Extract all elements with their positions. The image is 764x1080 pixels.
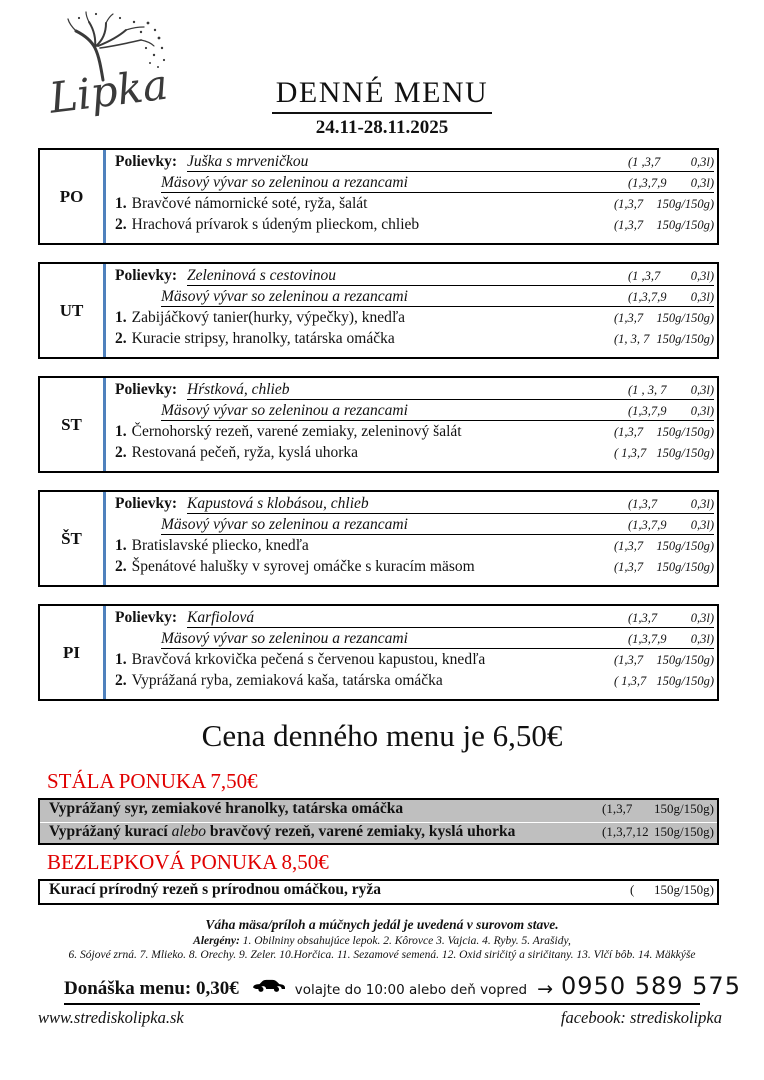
dish-name: Vyprážaný syr, zemiakové hranolky, tatárska omáčka [49,800,404,817]
allergen-codes: (1,3,7 [614,311,644,325]
main-dish-row [115,195,714,216]
page-title: DENNÉ MENU [272,76,492,114]
footer [38,1008,722,1028]
dish-number: 2. [115,558,127,575]
delivery-label: Donáška menu: 0,30€ [64,977,239,999]
soup-name: Mäsový vývar so zeleninou a rezancami [161,516,408,533]
allergen-codes: (1,3,7,9 [628,176,667,190]
soup-name: Mäsový vývar so zeleninou a rezancami [161,402,408,419]
date-range: 24.11-28.11.2025 [315,117,449,138]
portion-size: 0,3l) [690,290,714,304]
day-box-ut [38,262,719,359]
dish-name: Bravčová krkovička pečená s červenou kapustou, knedľa [131,651,486,668]
website-link: www.strediskolipka.sk [38,1007,184,1027]
delivery-note: volajte do 10:00 alebo deň vopred [294,981,528,998]
allergen-codes: ( 1,3,7 [614,674,647,688]
dish-name-italic: alebo [171,822,207,840]
dish-number: 2. [115,444,127,461]
bezlepkova-item [40,881,717,903]
dish-number: 2. [115,330,127,347]
allergens-label: Alergény: [193,934,240,947]
dish-name: bravčový rezeň, varené zemiaky, kyslá uhorka [206,822,516,840]
allergen-codes: (1,3,7 [614,425,644,439]
soup-name: Mäsový vývar so zeleninou a rezancami [161,630,408,647]
portion-size: 0,3l) [690,632,714,646]
day-label: PO [59,186,84,206]
portion-size: 150g/150g) [654,801,714,816]
allergen-codes: (1,3,7 [614,218,644,232]
dish-number: 1. [115,309,127,326]
arrow-right-icon: → [537,977,554,1000]
notes-section [0,917,764,961]
portion-size: 150g/150g) [656,218,714,232]
soup-name: Hŕstková, chlieb [187,381,290,398]
dish-name: Špenátové halušky v syrovej omáčke s kuracím mäsom [131,558,475,575]
soups-label: Polievky: [115,381,177,398]
dish-number: 1. [115,195,127,212]
day-label: ŠT [61,528,82,548]
main-dish-row [115,537,714,558]
soup-row [115,402,714,423]
portion-size: 0,3l) [690,518,714,532]
portion-size: 150g/150g) [656,197,714,211]
soup-row [115,153,714,174]
soup-row [115,267,714,288]
daily-menu-price: Cena denného menu je 6,50€ [201,718,563,753]
soup-row [115,630,714,651]
allergen-codes: (1,3,7 [614,197,644,211]
dish-name: Restovaná pečeň, ryža, kyslá uhorka [131,444,359,461]
dish-name: Černohorský rezeň, varené zemiaky, zeleninový šalát [131,423,462,440]
dish-name: Vyprážaná ryba, zemiaková kaša, tatárska omáčka [131,672,443,689]
allergens-line1: 1. Obilniny obsahujúce lepok. 2. Kôrovce 3. Vajcia. 4. Ryby. 5. Arašidy, [242,934,571,947]
portion-size: 150g/150g) [656,425,714,439]
allergen-codes: (1,3,7,9 [628,518,667,532]
portion-size: 0,3l) [690,383,714,397]
soups-label: Polievky: [115,609,177,626]
portion-size: 150g/150g) [656,311,714,325]
allergen-codes: (1,3,7 [628,497,658,511]
dish-number: 1. [115,423,127,440]
allergen-codes: (1,3,7,12 [602,823,649,839]
tree-icon [46,8,186,120]
day-box-po [38,148,719,245]
allergen-codes: (1,3,7 [628,611,658,625]
portion-size: 150g/150g) [656,446,714,460]
stala-ponuka-heading: STÁLA PONUKA 7,50€ [47,769,258,793]
soups-label: Polievky: [115,267,177,284]
allergen-codes: (1,3,7,9 [628,404,667,418]
allergen-codes: (1,3,7 [614,653,644,667]
dish-number: 1. [115,537,127,554]
portion-size: 150g/150g) [654,882,714,897]
bezlepkova-heading: BEZLEPKOVÁ PONUKA 8,50€ [47,850,329,874]
stala-ponuka-box [38,798,719,845]
dish-number: 1. [115,651,127,668]
main-dish-row [115,330,714,351]
day-label: UT [59,300,84,320]
soup-name: Zeleninová s cestovinou [187,267,336,284]
soup-row [115,516,714,537]
main-dish-row [115,672,714,693]
allergen-codes: (1,3,7,9 [628,290,667,304]
main-dish-row [115,309,714,330]
day-label: PI [63,642,80,662]
main-dish-row [115,651,714,672]
portion-size: 150g/150g) [656,539,714,553]
portion-size: 0,3l) [690,269,714,283]
portion-size: 150g/150g) [656,653,714,667]
allergen-codes: ( 1,3,7 [614,446,647,460]
day-label: ST [61,414,82,434]
soup-row [115,609,714,630]
bezlepkova-box [38,879,719,905]
soup-name: Mäsový vývar so zeleninou a rezancami [161,288,408,305]
car-icon [251,978,285,998]
soup-name: Juška s mrveničkou [187,153,309,170]
dish-name: Zabijáčkový tanier(hurky, výpečky), knedľa [131,309,406,326]
day-box-st [38,376,719,473]
main-dish-row [115,444,714,465]
day-box-stv [38,490,719,587]
logo-text: Lipka [46,59,171,120]
portion-size: 0,3l) [690,176,714,190]
soups-label: Polievky: [115,495,177,512]
portion-size: 150g/150g) [656,332,714,346]
main-dish-row [115,216,714,237]
allergens-line2: 6. Sójové zrná. 7. Mlieko. 8. Orechy. 9. Zeler. 10.Horčica. 11. Sezamové semená. 12. Oxid siričitý a siričitany. 13. Vlčí bôb. 14. Mäkkýše [68,948,696,961]
portion-size: 0,3l) [690,155,714,169]
soup-row [115,381,714,402]
dish-name: Bravčové námornické soté, ryža, šalát [131,195,368,212]
stala-item [40,822,717,844]
delivery-phone: 0950 589 575 [561,971,741,1000]
allergen-codes: (1 , 3, 7 [628,383,667,397]
portion-size: 150g/150g) [656,560,714,574]
stala-item [40,800,717,822]
soup-row [115,288,714,309]
dish-number: 2. [115,216,127,233]
portion-size: 0,3l) [690,611,714,625]
day-box-pi [38,604,719,701]
dish-number: 2. [115,672,127,689]
soup-name: Mäsový vývar so zeleninou a rezancami [161,174,408,191]
allergen-codes: (1,3,7 [614,560,644,574]
soup-row [115,495,714,516]
portion-size: 0,3l) [690,497,714,511]
weight-note: Váha mäsa/príloh a múčnych jedál je uvedená v surovom stave. [205,916,559,932]
portion-size: 0,3l) [690,404,714,418]
dish-name: Vyprážaný kurací [49,822,172,840]
dish-name: Kurací prírodný rezeň s prírodnou omáčkou, ryža [49,881,381,898]
main-dish-row [115,423,714,444]
portion-size: 150g/150g) [656,674,714,688]
allergen-codes: (1,3,7,9 [628,632,667,646]
soups-label: Polievky: [115,153,177,170]
soup-name: Kapustová s klobásou, chlieb [187,495,369,512]
allergen-codes: (1 ,3,7 [628,155,661,169]
soup-name: Karfiolová [187,609,255,626]
dish-name: Kuracie stripsy, hranolky, tatárska omáčka [131,330,395,347]
allergen-codes: ( [630,882,635,897]
allergen-codes: (1,3,7 [614,539,644,553]
weekly-menu [38,148,719,701]
main-dish-row [115,558,714,579]
delivery-info [64,971,741,1005]
allergen-codes: (1 ,3,7 [628,269,661,283]
facebook-link: facebook: strediskolipka [560,1007,722,1027]
allergen-codes: (1, 3, 7 [614,332,650,346]
dish-name: Hrachová prívarok s údeným plieckom, chlieb [131,216,420,233]
dish-name: Bratislavské pliecko, knedľa [131,537,309,554]
lipka-logo [46,8,186,120]
allergen-codes: (1,3,7 [602,801,633,816]
portion-size: 150g/150g) [654,823,714,839]
soup-row [115,174,714,195]
